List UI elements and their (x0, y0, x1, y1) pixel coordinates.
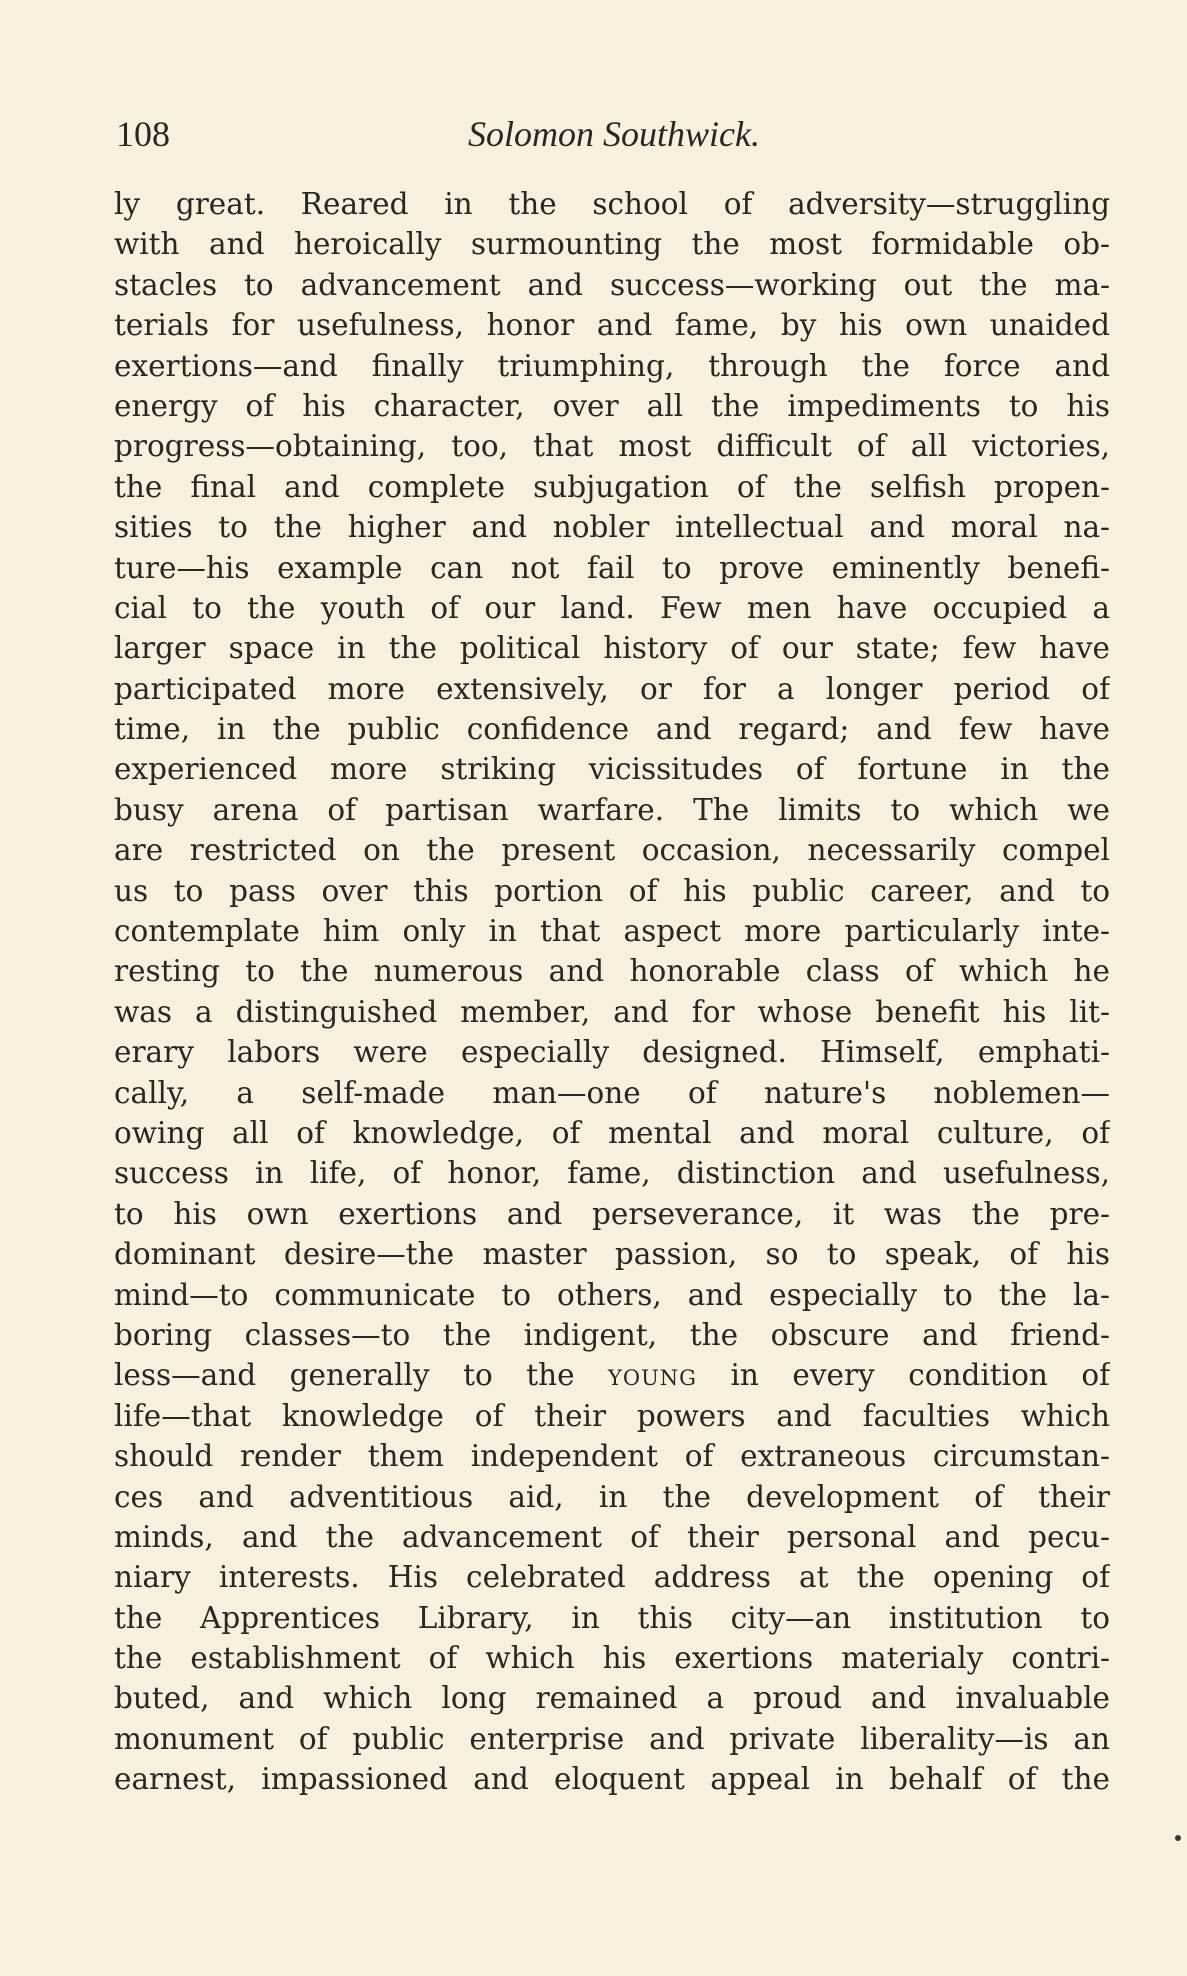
text-line: monument of public enterprise and private liberality—is an (114, 1721, 1110, 1756)
text-line: energy of his character, over all the impediments to his (114, 388, 1110, 423)
text-line: sities to the higher and nobler intellectual and moral na- (114, 510, 1110, 545)
text-line: owing all of knowledge, of mental and moral culture, of (114, 1115, 1110, 1150)
text-line: busy arena of partisan warfare. The limits to which we (114, 792, 1110, 827)
small-caps-word: young (608, 1358, 697, 1393)
text-line: was a distinguished member, and for whose benefit his lit- (114, 994, 1110, 1029)
text-line: ly great. Reared in the school of adversity—struggling (114, 187, 1110, 221)
text-line: are restricted on the present occasion, necessarily compel (114, 833, 1110, 868)
text-line: mind—to communicate to others, and especially to the la- (114, 1277, 1110, 1312)
text-line: success in life, of honor, fame, distinction and usefulness, (114, 1156, 1110, 1191)
text-line: the final and complete subjugation of the selfish propen- (114, 469, 1110, 504)
running-title: Solomon Southwick. (468, 114, 760, 154)
text-line: ces and adventitious aid, in the development of their (114, 1479, 1110, 1514)
text-line: with and heroically surmounting the most formidable ob- (114, 227, 1110, 262)
text-line: dominant desire—the master passion, so to speak, of his (114, 1237, 1110, 1272)
text-line: resting to the numerous and honorable class of which he (114, 954, 1110, 989)
text-line: life—that knowledge of their powers and faculties which (114, 1398, 1110, 1433)
text-line: cally, a self-made man—one of nature's noblemen— (114, 1075, 1110, 1110)
text-line: experienced more striking vicissitudes of fortune in the (114, 752, 1110, 787)
ink-speck (1175, 1835, 1181, 1841)
text-line: buted, and which long remained a proud and invaluable (114, 1681, 1110, 1716)
text-line: participated more extensively, or for a longer period of (114, 671, 1110, 706)
text-line: niary interests. His celebrated address at the opening of (114, 1560, 1110, 1595)
text-line: contemplate him only in that aspect more particularly inte- (114, 914, 1110, 949)
text-line: stacles to advancement and success—working out the ma- (114, 267, 1110, 302)
text-line: ture—his example can not fail to prove eminently benefi- (114, 550, 1110, 585)
text-line: minds, and the advancement of their personal and pecu- (114, 1519, 1110, 1554)
text-line: to his own exertions and perseverance, it was the pre- (114, 1196, 1110, 1231)
text-line: larger space in the political history of our state; few have (114, 631, 1110, 666)
running-head (116, 112, 1112, 156)
text-line (114, 1355, 1110, 1395)
text-line: cial to the youth of our land. Few men have occupied a (114, 590, 1110, 625)
text-line: erary labors were especially designed. Himself, emphati- (114, 1035, 1110, 1070)
text-line: boring classes—to the indigent, the obscure and friend- (114, 1317, 1110, 1352)
text-line: progress—obtaining, too, that most difficult of all victories, (114, 429, 1110, 464)
page-number: 108 (116, 114, 170, 154)
text-line: us to pass over this portion of his public career, and to (114, 873, 1110, 908)
text-line: earnest, impassioned and eloquent appeal in behalf of the (114, 1762, 1110, 1797)
text-line: the Apprentices Library, in this city—an institution to (114, 1600, 1110, 1635)
body-text (114, 184, 1110, 1800)
text-line: terials for usefulness, honor and fame, by his own unaided (114, 308, 1110, 343)
line-text-before: less—and generally to the (114, 1358, 609, 1393)
text-line: exertions—and finally triumphing, through the force and (114, 348, 1110, 383)
text-line: should render them independent of extraneous circumstan- (114, 1439, 1110, 1474)
line-text-after: in every condition of (696, 1358, 1110, 1393)
text-line: time, in the public confidence and regard; and few have (114, 712, 1110, 747)
text-line: the establishment of which his exertions materialy contri- (114, 1641, 1110, 1676)
